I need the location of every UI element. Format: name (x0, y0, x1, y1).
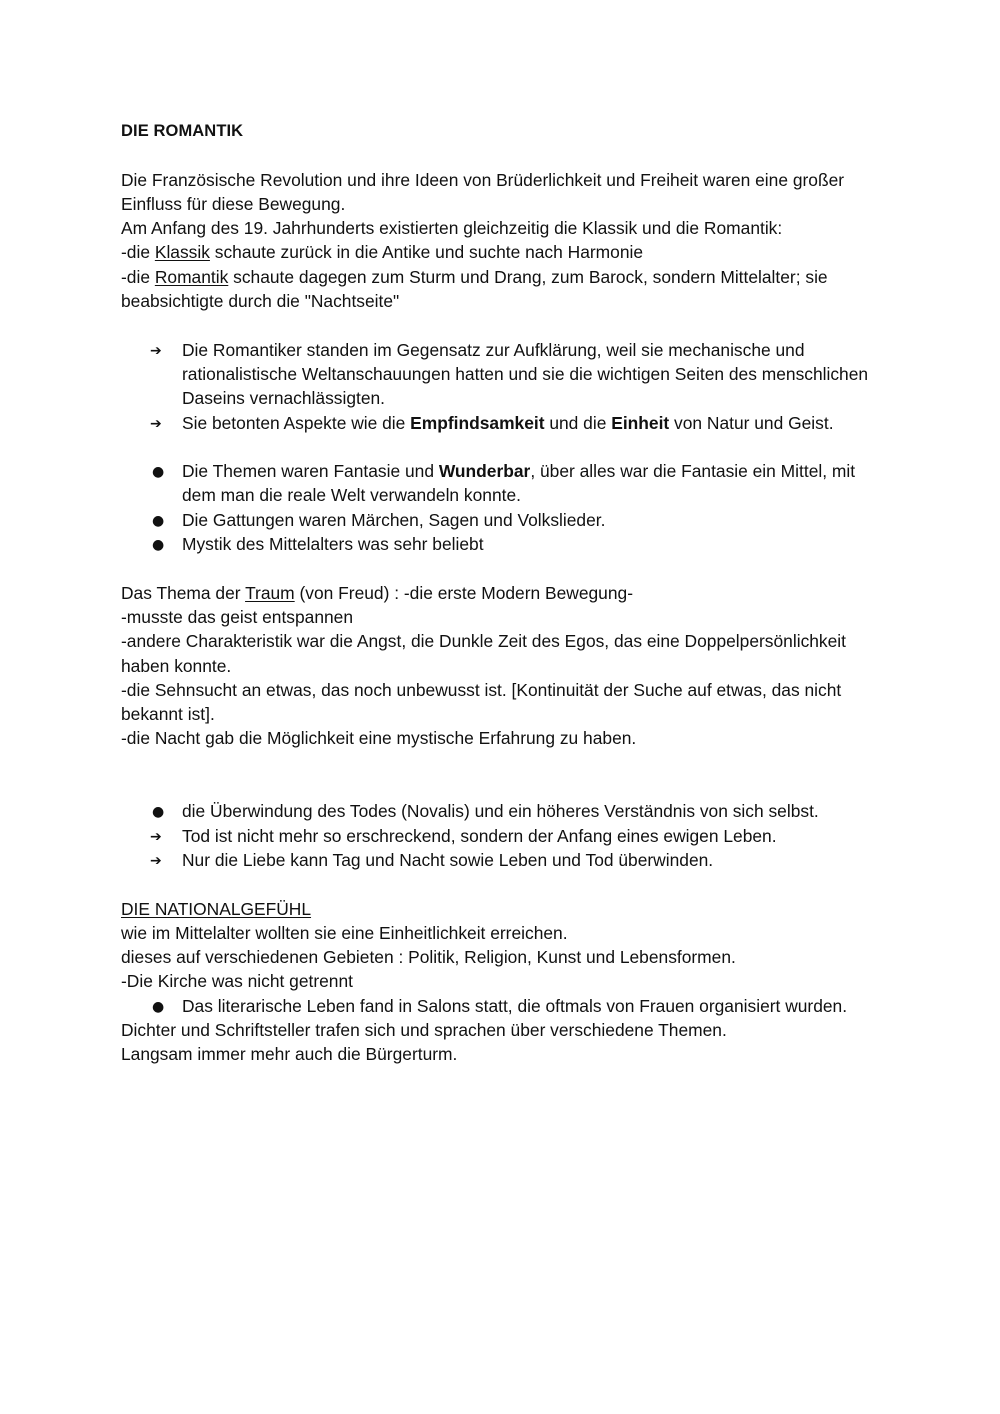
spacer (121, 556, 891, 580)
romantik-text: schaute dagegen zum Sturm und Drang, zum Barock, sondern Mittelalter; sie beabsichtigte durch die "Nachtseite" (121, 266, 828, 312)
arrow-bullet-icon: ➔ (150, 342, 162, 359)
list-item-text: , über alles war die Fantasie ein Mittel, mit dem man die reale Welt verwandeln konnte. (182, 461, 856, 506)
intro-paragraph: Die Französische Revolution und ihre Ideen von Brüderlichkeit und Freiheit waren eine großer Einfluss für diese Bewegung. (121, 169, 845, 214)
list-item (121, 824, 891, 848)
klassik-line (121, 240, 891, 264)
document-title: DIE ROMANTIK (121, 122, 244, 140)
list-item (121, 994, 891, 1018)
document-page (121, 119, 891, 1067)
mixed-list-2 (121, 799, 891, 872)
national-heading: DIE NATIONALGEFÜHL (121, 898, 312, 919)
traum-text: (von Freud) : -die erste Modern Bewegung- (294, 582, 633, 603)
national-line: Dichter und Schriftsteller trafen sich und sprachen über verschiedene Themen. (121, 1019, 727, 1040)
arrow-bullet-icon: ➔ (150, 828, 162, 845)
bold-term: Empfindsamkeit (410, 412, 545, 433)
bullet-dot-icon: ● (152, 512, 165, 529)
section-heading (121, 897, 891, 921)
klassik-text: schaute zurück in die Antike und suchte nach Harmonie (209, 242, 644, 263)
national-line: Langsam immer mehr auch die Bürgerturm. (121, 1044, 458, 1065)
bold-term: Einheit (611, 412, 670, 433)
list-item-text: Die Gattungen waren Märchen, Sagen und Volkslieder. (182, 509, 606, 530)
arrow-list-1 (121, 338, 891, 435)
klassik-prefix: -die (121, 242, 155, 263)
romantik-line (121, 265, 891, 314)
national-line: -Die Kirche was nicht getrennt (121, 971, 353, 992)
traum-line: -musste das geist entspannen (121, 606, 354, 627)
list-item-text: die Überwindung des Todes (Novalis) und ein höheres Verständnis von sich selbst. (182, 801, 819, 822)
list-item-text: Nur die Liebe kann Tag und Nacht sowie Leben und Tod überwinden. (182, 849, 714, 870)
traum-term: Traum (245, 582, 295, 603)
romantik-term: Romantik (154, 266, 229, 287)
traum-line: -die Sehnsucht an etwas, das noch unbewusst ist. [Kontinuität der Suche auf etwas, das nicht bekannt ist]. (121, 679, 842, 725)
list-item (121, 799, 891, 823)
klassik-term: Klassik (154, 242, 210, 263)
list-item-text: Das literarische Leben fand in Salons statt, die oftmals von Frauen organisiert wurden. (182, 995, 848, 1016)
spacer (121, 751, 891, 800)
spacer (121, 313, 891, 337)
bullet-dot-icon: ● (152, 464, 165, 481)
bold-term: Wunderbar (438, 461, 531, 482)
national-line: wie im Mittelalter wollten sie eine Einheitlichkeit erreichen. (121, 922, 568, 943)
list-item (121, 532, 891, 556)
list-item-text: Die Themen waren Fantasie und (182, 461, 439, 482)
intro-line: Am Anfang des 19. Jahrhunderts existierten gleichzeitig die Klassik und die Romantik: (121, 218, 783, 239)
list-item (121, 459, 891, 508)
traum-line (121, 581, 891, 605)
list-item (121, 508, 891, 532)
bullet-dot-icon: ● (152, 537, 165, 554)
list-item (121, 411, 891, 435)
bullet-dot-icon: ● (152, 998, 165, 1015)
traum-prefix: Das Thema der (121, 582, 246, 603)
list-item (121, 848, 891, 872)
list-item-text: und die (544, 412, 612, 433)
list-item-text: Tod ist nicht mehr so erschreckend, sondern der Anfang eines ewigen Leben. (182, 825, 777, 846)
list-item (121, 338, 891, 411)
arrow-bullet-icon: ➔ (150, 852, 162, 869)
list-item-text: von Natur und Geist. (669, 412, 834, 433)
national-bullet-list (121, 994, 891, 1018)
romantik-prefix: -die (121, 266, 155, 287)
spacer (121, 435, 891, 459)
spacer (121, 872, 891, 896)
arrow-bullet-icon: ➔ (150, 415, 162, 432)
list-item-text: Die Romantiker standen im Gegensatz zur Aufklärung, weil sie mechanische und rationalistische Weltanschauungen hatten und sie die wichtigen Seiten des menschlichen Daseins vernachlässigten. (182, 339, 869, 409)
traum-line: -andere Charakteristik war die Angst, die Dunkle Zeit des Egos, das eine Doppelpersönlichkeit haben konnte. (121, 631, 846, 676)
traum-line: -die Nacht gab die Möglichkeit eine mystische Erfahrung zu haben. (121, 728, 637, 749)
bullet-list-1 (121, 459, 891, 556)
national-line: dieses auf verschiedenen Gebieten : Politik, Religion, Kunst und Lebensformen. (121, 947, 736, 968)
list-item-text: Sie betonten Aspekte wie die (182, 412, 411, 433)
bullet-dot-icon: ● (152, 804, 165, 821)
list-item-text: Mystik des Mittelalters was sehr beliebt (182, 534, 484, 555)
